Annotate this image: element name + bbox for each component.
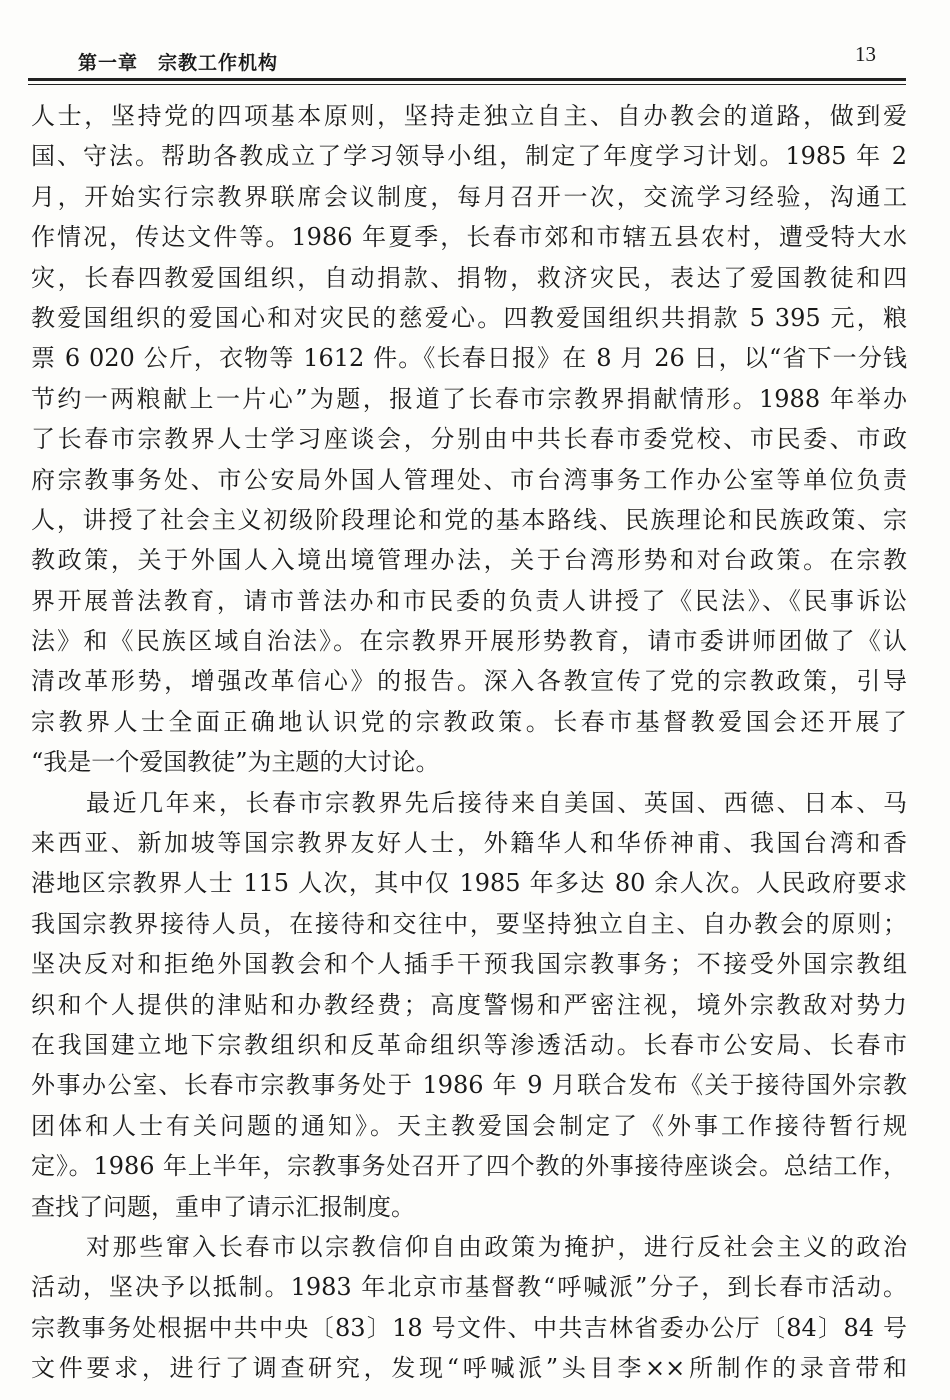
text-line: 定》。1986 年上半年，宗教事务处召开了四个教的外事接待座谈会。总结工作， [31, 1152, 907, 1181]
text-line: 外事办公室、长春市宗教事务处于 1986 年 9 月联合发布《关于接待国外宗教 [31, 1071, 907, 1100]
running-header [40, 40, 910, 80]
text-line: 在我国建立地下宗教组织和反革命组织等渗透活动。长春市公安局、长春市 [31, 1030, 907, 1059]
text-line-paragraph-end: 查找了问题，重申了请示汇报制度。 [31, 1192, 415, 1221]
text-line: 法》和《民族区域自治法》。在宗教界开展形势教育，请市委讲师团做了《认 [31, 627, 907, 656]
text-line-paragraph-start: 对那些窜入长春市以宗教信仰自由政策为掩护，进行反社会主义的政治 [86, 1232, 907, 1261]
text-line: 票 6 020 公斤，衣物等 1612 件。《长春日报》在 8 月 26 日，以“省下一分钱 [31, 344, 907, 373]
text-line-paragraph-end: “我是一个爱国教徒”为主题的大讨论。 [31, 748, 440, 777]
text-line: 我国宗教界接待人员，在接待和交往中，要坚持独立自主、自办教会的原则； [31, 909, 907, 938]
text-line: 界开展普法教育，请市普法办和市民委的负责人讲授了《民法》、《民事诉讼 [31, 586, 907, 615]
text-line: 作情况，传达文件等。1986 年夏季，长春市郊和市辖五县农村，遭受特大水 [31, 223, 907, 252]
text-line: 清改革形势，增强改革信心》的报告。深入各教宣传了党的宗教政策，引导 [31, 667, 907, 696]
text-line: 活动，坚决予以抵制。1983 年北京市基督教“呼喊派”分子，到长春市活动。 [31, 1273, 907, 1302]
text-line: 坚决反对和拒绝外国教会和个人插手干预我国宗教事务；不接受外国宗教组 [31, 950, 907, 979]
text-line: 人士，坚持党的四项基本原则，坚持走独立自主、自办教会的道路，做到爱 [31, 102, 907, 130]
text-line: 宗教事务处根据中共中央〔83〕18 号文件、中共吉林省委办公厅〔84〕84 号 [31, 1313, 907, 1342]
body-text [31, 96, 907, 1389]
text-line: 宗教界人士全面正确地认识党的宗教政策。长春市基督教爱国会还开展了 [31, 707, 907, 736]
text-line: 国、守法。帮助各教成立了学习领导小组，制定了年度学习计划。1985 年 2 [31, 142, 907, 171]
text-line: 教政策，关于外国人入境出境管理办法，关于台湾形势和对台政策。在宗教 [31, 546, 907, 575]
text-line: 了长春市宗教界人士学习座谈会，分别由中共长春市委党校、市民委、市政 [31, 425, 907, 454]
chapter-title: 第一章 宗教工作机构 [78, 52, 279, 74]
text-line: 月，开始实行宗教界联席会议制度，每月召开一次，交流学习经验，沟通工 [31, 182, 907, 211]
text-line: 来西亚、新加坡等国宗教界友好人士，外籍华人和华侨神甫、我国台湾和香 [31, 829, 907, 858]
header-rule-thick [28, 78, 906, 81]
text-line: 灾，长春四教爱国组织，自动捐款、捐物，救济灾民，表达了爱国教徒和四 [31, 263, 907, 292]
text-line: 织和个人提供的津贴和办教经费；高度警惕和严密注视，境外宗教敌对势力 [31, 990, 907, 1019]
text-line: 府宗教事务处、市公安局外国人管理处、市台湾事务工作办公室等单位负责 [31, 465, 907, 494]
text-line: 人，讲授了社会主义初级阶段理论和党的基本路线、民族理论和民族政策、宗 [31, 505, 907, 534]
text-line: 团体和人士有关问题的通知》。天主教爱国会制定了《外事工作接待暂行规 [31, 1111, 907, 1140]
text-line-paragraph-start: 最近几年来，长春市宗教界先后接待来自美国、英国、西德、日本、马 [86, 788, 907, 817]
text-line: 节约一两粮献上一片心”为题，报道了长春市宗教界捐献情形。1988 年举办 [31, 384, 907, 413]
page-number: 13 [855, 42, 876, 66]
text-line: 港地区宗教界人士 115 人次，其中仅 1985 年多达 80 余人次。人民政府要求 [31, 869, 907, 898]
text-line: 文件要求，进行了调查研究，发现“呼喊派”头目李××所制作的录音带和 [31, 1354, 907, 1383]
header-rule-thin [28, 84, 906, 85]
text-line: 教爱国组织的爱国心和对灾民的慈爱心。四教爱国组织共捐款 5 395 元，粮 [31, 303, 907, 332]
